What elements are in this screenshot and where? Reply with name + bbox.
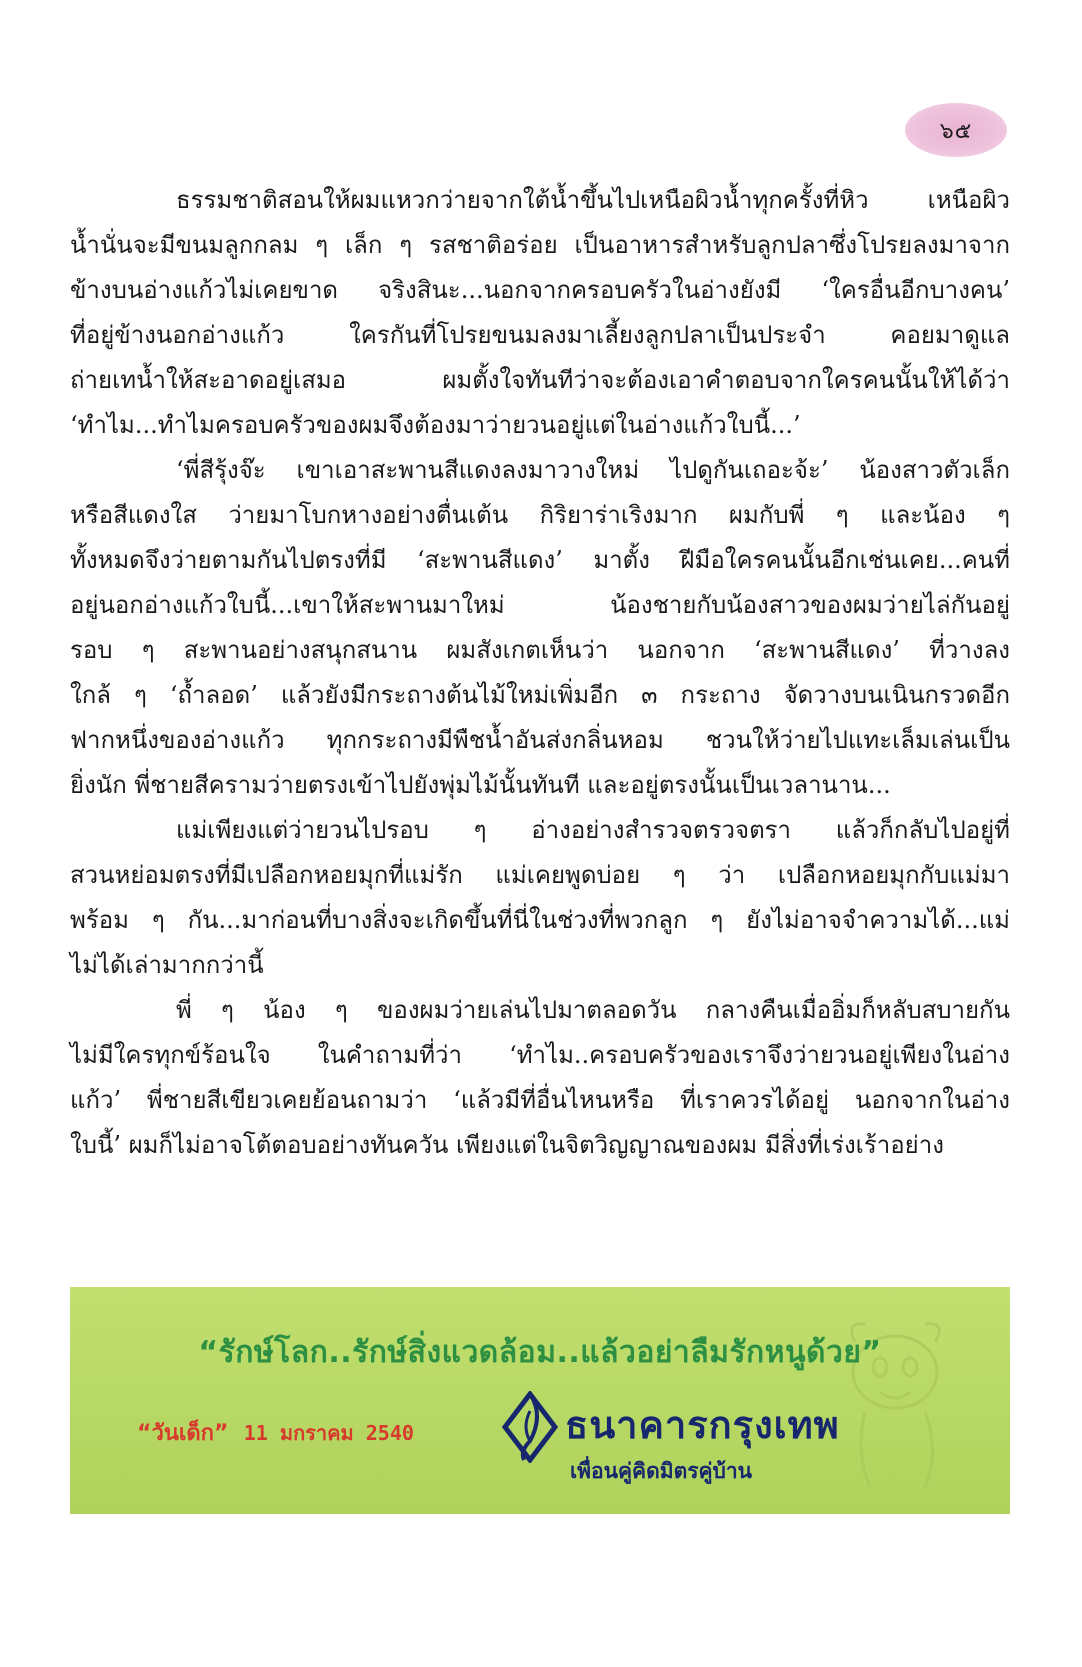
text-line: สวนหย่อมตรงที่มีเปลือกหอยมุกที่แม่รัก แม่เคยพูดบ่อย ๆ ว่า เปลือกหอยมุกกับแม่มา — [70, 861, 1010, 889]
text-line: รอบ ๆ สะพานอย่างสนุกสนาน ผมสังเกตเห็นว่า นอกจาก ‘สะพานสีแดง’ ที่วางลง — [70, 636, 1010, 664]
text-line: ‘พี่สีรุ้งจ๊ะ เขาเอาสะพานสีแดงลงมาวางใหม่ ไปดูกันเถอะจ้ะ’ น้องสาวตัวเล็ก — [176, 456, 1010, 484]
text-line: แก้ว’ พี่ชายสีเขียวเคยย้อนถามว่า ‘แล้วมีที่อื่นไหนหรือ ที่เราควรได้อยู่ นอกจากในอ่าง — [70, 1086, 1010, 1114]
text-line: หรือสีแดงใส ว่ายมาโบกหางอย่างตื่นเต้น กิริยาร่าเริงมาก ผมกับพี่ ๆ และน้อง ๆ — [70, 501, 1010, 529]
text-line: ฟากหนึ่งของอ่างแก้ว ทุกกระถางมีพืชน้ำอันส่งกลิ่นหอม ชวนให้ว่ายไปแทะเล็มเล่นเป็น — [70, 726, 1010, 754]
text-line: พี่ ๆ น้อง ๆ ของผมว่ายเล่นไปมาตลอดวัน กลางคืนเมื่ออิ่มก็หลับสบายกัน — [176, 996, 1010, 1024]
text-line: ยิ่งนัก พี่ชายสีครามว่ายตรงเข้าไปยังพุ่มไม้นั้นทันที และอยู่ตรงนั้นเป็นเวลานาน... — [70, 771, 891, 799]
text-line: พร้อม ๆ กัน...มาก่อนที่บางสิ่งจะเกิดขึ้นที่นี่ในช่วงที่พวกลูก ๆ ยังไม่อาจจำความได้...แม่ — [70, 906, 1010, 934]
bank-tagline: เพื่อนคู่คิดมิตรคู่บ้าน — [570, 1459, 753, 1483]
text-line: ที่อยู่ข้างนอกอ่างแก้ว ใครกันที่โปรยขนมลงมาเลี้ยงลูกปลาเป็นประจำ คอยมาดูแล — [70, 321, 1010, 349]
page-number: ๖๕ — [939, 118, 973, 144]
page-number-badge — [905, 103, 1007, 157]
story-body — [70, 178, 1010, 1168]
text-line: ไม่มีใครทุกข์ร้อนใจ ในคำถามที่ว่า ‘ทำไม..ครอบครัวของเราจึงว่ายวนอยู่เพียงในอ่าง — [70, 1041, 1010, 1069]
text-line: อยู่นอกอ่างแก้วใบนี้...เขาให้สะพานมาใหม่ น้องชายกับน้องสาวของผมว่ายไล่กันอยู่ — [70, 591, 1010, 619]
text-line: ถ่ายเทน้ำให้สะอาดอยู่เสมอ ผมตั้งใจทันทีว่าจะต้องเอาคำตอบจากใครคนนั้นให้ได้ว่า — [70, 366, 1010, 394]
text-line: ‘ทำไม...ทำไมครอบครัวของผมจึงต้องมาว่ายวนอยู่แต่ในอ่างแก้วใบนี้...’ — [70, 411, 801, 439]
text-line: ใบนี้’ ผมก็ไม่อาจโต้ตอบอย่างทันควัน เพียงแต่ในจิตวิญญาณของผม มีสิ่งที่เร่งเร้าอย่าง — [70, 1131, 944, 1159]
bank-name: ธนาคารกรุงเทพ — [565, 1403, 840, 1447]
ad-slogan: “รักษ์โลก..รักษ์สิ่งแวดล้อม..แล้วอย่าลืมรักหนูด้วย” — [198, 1335, 882, 1370]
text-line: แม่เพียงแต่ว่ายวนไปรอบ ๆ อ่างอย่างสำรวจตรวจตรา แล้วก็กลับไปอยู่ที่ — [176, 816, 1010, 844]
text-line: ทั้งหมดจึงว่ายตามกันไปตรงที่มี ‘สะพานสีแดง’ มาตั้ง ฝีมือใครคนนั้นอีกเช่นเคย...คนที่ — [70, 546, 1010, 574]
text-line: ข้างบนอ่างแก้วไม่เคยขาด จริงสินะ...นอกจากครอบครัวในอ่างยังมี ‘ใครอื่นอีกบางคน’ — [70, 276, 1010, 304]
bangkok-bank-logo-icon — [500, 1391, 560, 1463]
ad-banner — [70, 1287, 1010, 1514]
text-line: น้ำนั่นจะมีขนมลูกกลม ๆ เล็ก ๆ รสชาติอร่อย เป็นอาหารสำหรับลูกปลาซึ่งโปรยลงมาจาก — [70, 231, 1010, 259]
text-line: ธรรมชาติสอนให้ผมแหวกว่ายจากใต้น้ำขึ้นไปเหนือผิวน้ำทุกครั้งที่หิว เหนือผิว — [176, 186, 1010, 214]
text-line: ไม่ได้เล่ามากกว่านี้ — [70, 951, 264, 979]
date-label: “วันเด็ก” — [137, 1421, 229, 1446]
date-value: 11 มกราคม 2540 — [243, 1421, 414, 1445]
text-line: ใกล้ ๆ ‘ถ้ำลอด’ แล้วยังมีกระถางต้นไม้ใหม่เพิ่มอีก ๓ กระถาง จัดวางบนเนินกรวดอีก — [70, 681, 1010, 709]
